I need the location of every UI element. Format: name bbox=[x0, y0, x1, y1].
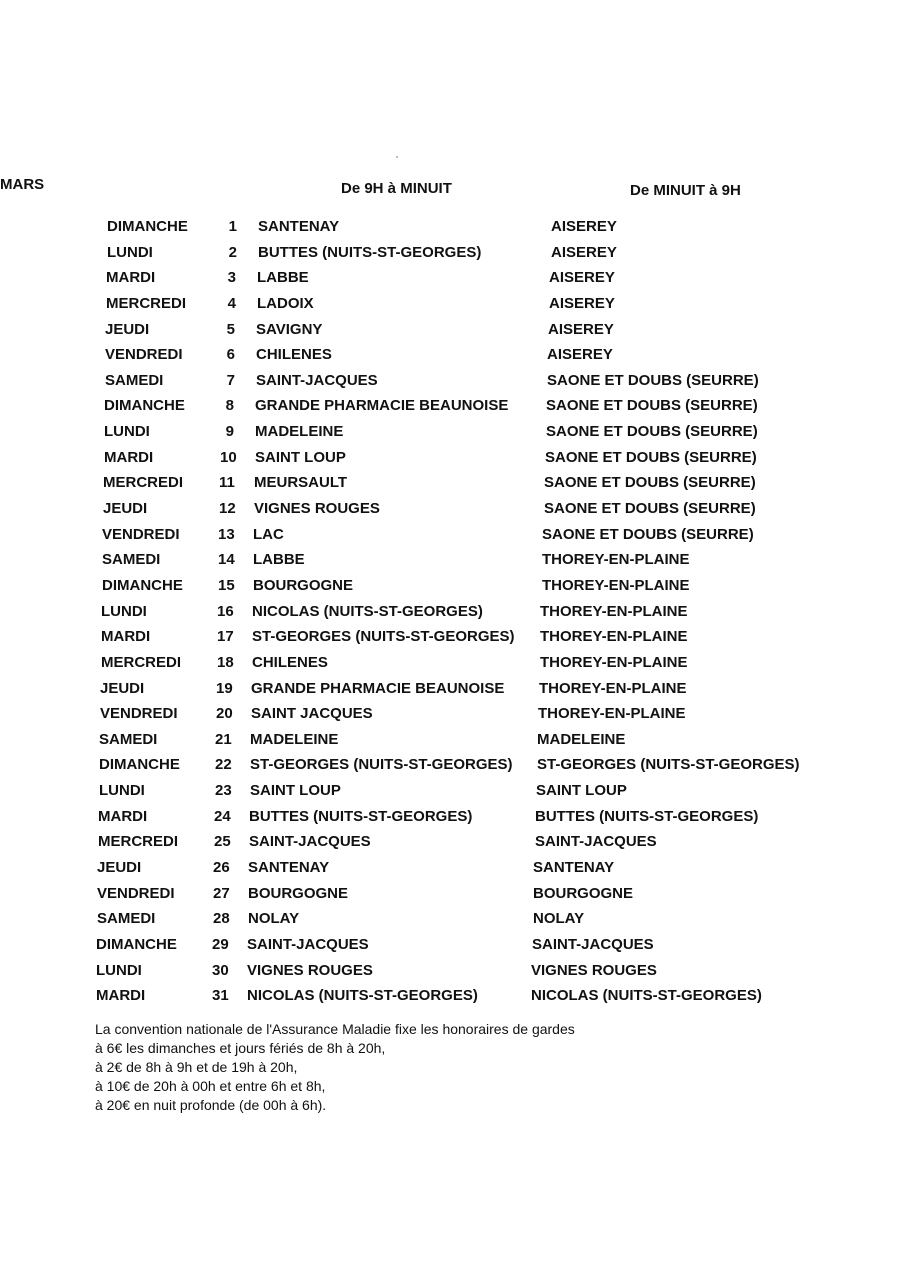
night-pharmacy-cell: THOREY-EN-PLAINE bbox=[542, 576, 690, 594]
note-line: à 2€ de 8h à 9h et de 19h à 20h, bbox=[95, 1059, 298, 1075]
table-row bbox=[0, 370, 900, 396]
day-pharmacy-cell: MADELEINE bbox=[250, 730, 339, 748]
scan-speck bbox=[396, 156, 398, 158]
table-row bbox=[0, 908, 900, 934]
day-pharmacy-cell: MADELEINE bbox=[255, 423, 344, 441]
table-row bbox=[0, 703, 900, 729]
table-row bbox=[0, 754, 900, 780]
table-row bbox=[0, 549, 900, 575]
table-row bbox=[0, 472, 900, 498]
night-pharmacy-cell: NOLAY bbox=[533, 910, 585, 928]
night-pharmacy-cell: SAONE ET DOUBS (SEURRE) bbox=[546, 423, 758, 441]
date-cell: 27 bbox=[213, 884, 230, 902]
day-pharmacy-cell: BOURGOGNE bbox=[253, 576, 354, 594]
day-pharmacy-cell: GRANDE PHARMACIE BEAUNOISE bbox=[251, 679, 505, 697]
day-cell: LUNDI bbox=[104, 423, 150, 441]
table-row bbox=[0, 421, 900, 447]
date-cell: 16 bbox=[217, 602, 234, 620]
night-pharmacy-cell: AISEREY bbox=[551, 243, 617, 261]
night-pharmacy-cell: SAONE ET DOUBS (SEURRE) bbox=[544, 474, 756, 492]
date-cell: 1 bbox=[228, 218, 237, 235]
day-pharmacy-cell: SAINT JACQUES bbox=[251, 705, 373, 723]
night-pharmacy-cell: AISEREY bbox=[547, 346, 613, 364]
day-pharmacy-cell: LABBE bbox=[257, 269, 309, 287]
day-pharmacy-cell: NICOLAS (NUITS-ST-GEORGES) bbox=[247, 987, 478, 1005]
date-cell: 25 bbox=[214, 833, 231, 851]
night-pharmacy-cell: THOREY-EN-PLAINE bbox=[538, 705, 686, 723]
note-line: à 20€ en nuit profonde (de 00h à 6h). bbox=[95, 1097, 327, 1113]
day-pharmacy-cell: VIGNES ROUGES bbox=[247, 961, 373, 979]
day-cell: DIMANCHE bbox=[107, 218, 188, 235]
day-pharmacy-cell: ST-GEORGES (NUITS-ST-GEORGES) bbox=[252, 628, 515, 646]
night-pharmacy-cell: SAINT-JACQUES bbox=[532, 935, 654, 953]
night-pharmacy-cell: ST-GEORGES (NUITS-ST-GEORGES) bbox=[537, 756, 800, 774]
night-pharmacy-cell: AISEREY bbox=[551, 218, 617, 235]
night-pharmacy-cell: THOREY-EN-PLAINE bbox=[540, 628, 688, 646]
table-row bbox=[0, 678, 900, 704]
night-pharmacy-cell: AISEREY bbox=[548, 320, 614, 338]
table-row bbox=[0, 447, 900, 473]
day-pharmacy-cell: SAINT LOUP bbox=[255, 448, 346, 466]
night-pharmacy-cell: THOREY-EN-PLAINE bbox=[542, 551, 690, 569]
table-row bbox=[0, 626, 900, 652]
day-cell: SAMEDI bbox=[102, 551, 161, 569]
day-pharmacy-cell: CHILENES bbox=[252, 653, 328, 671]
table-row bbox=[0, 806, 900, 832]
day-cell: DIMANCHE bbox=[99, 756, 180, 774]
day-cell: JEUDI bbox=[105, 320, 150, 338]
day-pharmacy-cell: NOLAY bbox=[248, 910, 300, 928]
date-cell: 29 bbox=[212, 935, 229, 953]
day-pharmacy-cell: CHILENES bbox=[256, 346, 332, 364]
night-pharmacy-cell: THOREY-EN-PLAINE bbox=[540, 602, 688, 620]
date-cell: 12 bbox=[219, 500, 236, 518]
date-cell: 5 bbox=[226, 320, 235, 338]
date-cell: 20 bbox=[216, 705, 233, 723]
table-row bbox=[0, 652, 900, 678]
date-cell: 23 bbox=[215, 782, 232, 800]
table-row bbox=[0, 395, 900, 421]
day-cell: LUNDI bbox=[99, 782, 145, 800]
day-cell: MARDI bbox=[104, 448, 154, 466]
day-cell: MERCREDI bbox=[101, 653, 182, 671]
night-pharmacy-cell: AISEREY bbox=[549, 294, 615, 312]
day-pharmacy-cell: LABBE bbox=[253, 551, 305, 569]
day-pharmacy-cell: SAINT-JACQUES bbox=[256, 371, 378, 389]
date-cell: 10 bbox=[220, 448, 237, 466]
day-cell: MARDI bbox=[96, 987, 146, 1005]
night-pharmacy-cell: THOREY-EN-PLAINE bbox=[539, 679, 687, 697]
night-pharmacy-cell: SAONE ET DOUBS (SEURRE) bbox=[546, 397, 758, 415]
day-cell: JEUDI bbox=[103, 500, 148, 518]
day-cell: SAMEDI bbox=[105, 371, 164, 389]
date-cell: 28 bbox=[213, 910, 230, 928]
table-row bbox=[0, 960, 900, 986]
day-pharmacy-cell: SANTENAY bbox=[258, 218, 340, 235]
day-cell: DIMANCHE bbox=[96, 935, 177, 953]
date-cell: 21 bbox=[215, 730, 232, 748]
table-row bbox=[0, 293, 900, 319]
date-cell: 6 bbox=[226, 346, 235, 364]
day-cell: VENDREDI bbox=[102, 525, 180, 543]
day-cell: JEUDI bbox=[97, 859, 142, 877]
day-pharmacy-cell: GRANDE PHARMACIE BEAUNOISE bbox=[255, 397, 509, 415]
day-pharmacy-cell: BUTTES (NUITS-ST-GEORGES) bbox=[249, 807, 473, 825]
day-cell: MARDI bbox=[106, 269, 156, 287]
date-cell: 4 bbox=[227, 294, 236, 312]
night-pharmacy-cell: SAINT-JACQUES bbox=[535, 833, 657, 851]
date-cell: 11 bbox=[219, 474, 235, 492]
day-pharmacy-cell: SAINT LOUP bbox=[250, 782, 341, 800]
table-row bbox=[0, 242, 900, 268]
day-cell: MERCREDI bbox=[103, 474, 184, 492]
day-cell: JEUDI bbox=[100, 679, 145, 697]
day-pharmacy-cell: SANTENAY bbox=[248, 859, 330, 877]
table-row bbox=[0, 780, 900, 806]
table-row bbox=[0, 575, 900, 601]
table-row bbox=[0, 498, 900, 524]
date-cell: 22 bbox=[215, 756, 232, 774]
date-cell: 26 bbox=[213, 859, 230, 877]
table-row bbox=[0, 883, 900, 909]
table-row bbox=[0, 216, 900, 242]
night-pharmacy-cell: SAONE ET DOUBS (SEURRE) bbox=[542, 525, 754, 543]
table-row bbox=[0, 985, 900, 1011]
day-cell: LUNDI bbox=[107, 243, 153, 261]
date-cell: 18 bbox=[217, 653, 234, 671]
day-cell: MARDI bbox=[98, 807, 148, 825]
date-cell: 3 bbox=[227, 269, 236, 287]
day-pharmacy-cell: NICOLAS (NUITS-ST-GEORGES) bbox=[252, 602, 483, 620]
night-pharmacy-cell: VIGNES ROUGES bbox=[531, 961, 657, 979]
table-row bbox=[0, 601, 900, 627]
date-cell: 14 bbox=[218, 551, 235, 569]
table-row bbox=[0, 857, 900, 883]
table-row bbox=[0, 267, 900, 293]
date-cell: 13 bbox=[218, 525, 235, 543]
date-cell: 8 bbox=[225, 397, 234, 415]
night-pharmacy-cell: SAONE ET DOUBS (SEURRE) bbox=[547, 371, 759, 389]
day-cell: SAMEDI bbox=[97, 910, 156, 928]
note-line: à 6€ les dimanches et jours fériés de 8h à 20h, bbox=[95, 1040, 386, 1056]
day-pharmacy-cell: BUTTES (NUITS-ST-GEORGES) bbox=[258, 243, 482, 261]
day-cell: LUNDI bbox=[101, 602, 147, 620]
date-cell: 2 bbox=[228, 243, 237, 261]
night-pharmacy-cell: AISEREY bbox=[549, 269, 615, 287]
schedule-table bbox=[0, 216, 900, 1011]
day-pharmacy-cell: SAINT-JACQUES bbox=[249, 833, 371, 851]
day-shift-header: De 9H à MINUIT bbox=[341, 180, 452, 197]
table-row bbox=[0, 524, 900, 550]
date-cell: 17 bbox=[217, 628, 234, 646]
date-cell: 9 bbox=[225, 423, 234, 441]
night-pharmacy-cell: SAONE ET DOUBS (SEURRE) bbox=[545, 448, 757, 466]
day-cell: VENDREDI bbox=[105, 346, 183, 364]
date-cell: 15 bbox=[218, 576, 235, 594]
day-cell: DIMANCHE bbox=[102, 576, 183, 594]
note-line: à 10€ de 20h à 00h et entre 6h et 8h, bbox=[95, 1078, 326, 1094]
day-cell: VENDREDI bbox=[97, 884, 175, 902]
day-pharmacy-cell: BOURGOGNE bbox=[248, 884, 349, 902]
fee-notes bbox=[95, 1020, 575, 1115]
table-row bbox=[0, 344, 900, 370]
night-shift-header: De MINUIT à 9H bbox=[630, 182, 741, 199]
day-pharmacy-cell: VIGNES ROUGES bbox=[254, 500, 380, 518]
month-title: MARS bbox=[0, 176, 45, 193]
note-line: La convention nationale de l'Assurance Maladie fixe les honoraires de gardes bbox=[95, 1021, 575, 1037]
night-pharmacy-cell: NICOLAS (NUITS-ST-GEORGES) bbox=[531, 987, 762, 1005]
table-row bbox=[0, 729, 900, 755]
night-pharmacy-cell: SAINT LOUP bbox=[536, 782, 627, 800]
date-cell: 31 bbox=[212, 987, 229, 1005]
day-cell: SAMEDI bbox=[99, 730, 158, 748]
table-row bbox=[0, 831, 900, 857]
day-cell: MERCREDI bbox=[98, 833, 179, 851]
day-pharmacy-cell: MEURSAULT bbox=[254, 474, 348, 492]
night-pharmacy-cell: SAONE ET DOUBS (SEURRE) bbox=[544, 500, 756, 518]
night-pharmacy-cell: MADELEINE bbox=[537, 730, 626, 748]
day-cell: VENDREDI bbox=[100, 705, 178, 723]
day-cell: LUNDI bbox=[96, 961, 142, 979]
night-pharmacy-cell: SANTENAY bbox=[533, 859, 615, 877]
table-row bbox=[0, 319, 900, 345]
night-pharmacy-cell: BUTTES (NUITS-ST-GEORGES) bbox=[535, 807, 759, 825]
day-pharmacy-cell: ST-GEORGES (NUITS-ST-GEORGES) bbox=[250, 756, 513, 774]
date-cell: 24 bbox=[214, 807, 231, 825]
day-pharmacy-cell: SAVIGNY bbox=[256, 320, 323, 338]
date-cell: 30 bbox=[212, 961, 229, 979]
day-cell: DIMANCHE bbox=[104, 397, 185, 415]
night-pharmacy-cell: BOURGOGNE bbox=[533, 884, 634, 902]
day-pharmacy-cell: LAC bbox=[253, 525, 284, 543]
day-pharmacy-cell: SAINT-JACQUES bbox=[247, 935, 369, 953]
date-cell: 7 bbox=[226, 371, 235, 389]
night-pharmacy-cell: THOREY-EN-PLAINE bbox=[540, 653, 688, 671]
date-cell: 19 bbox=[216, 679, 233, 697]
day-cell: MARDI bbox=[101, 628, 151, 646]
day-pharmacy-cell: LADOIX bbox=[257, 294, 314, 312]
day-cell: MERCREDI bbox=[106, 294, 187, 312]
table-row bbox=[0, 934, 900, 960]
